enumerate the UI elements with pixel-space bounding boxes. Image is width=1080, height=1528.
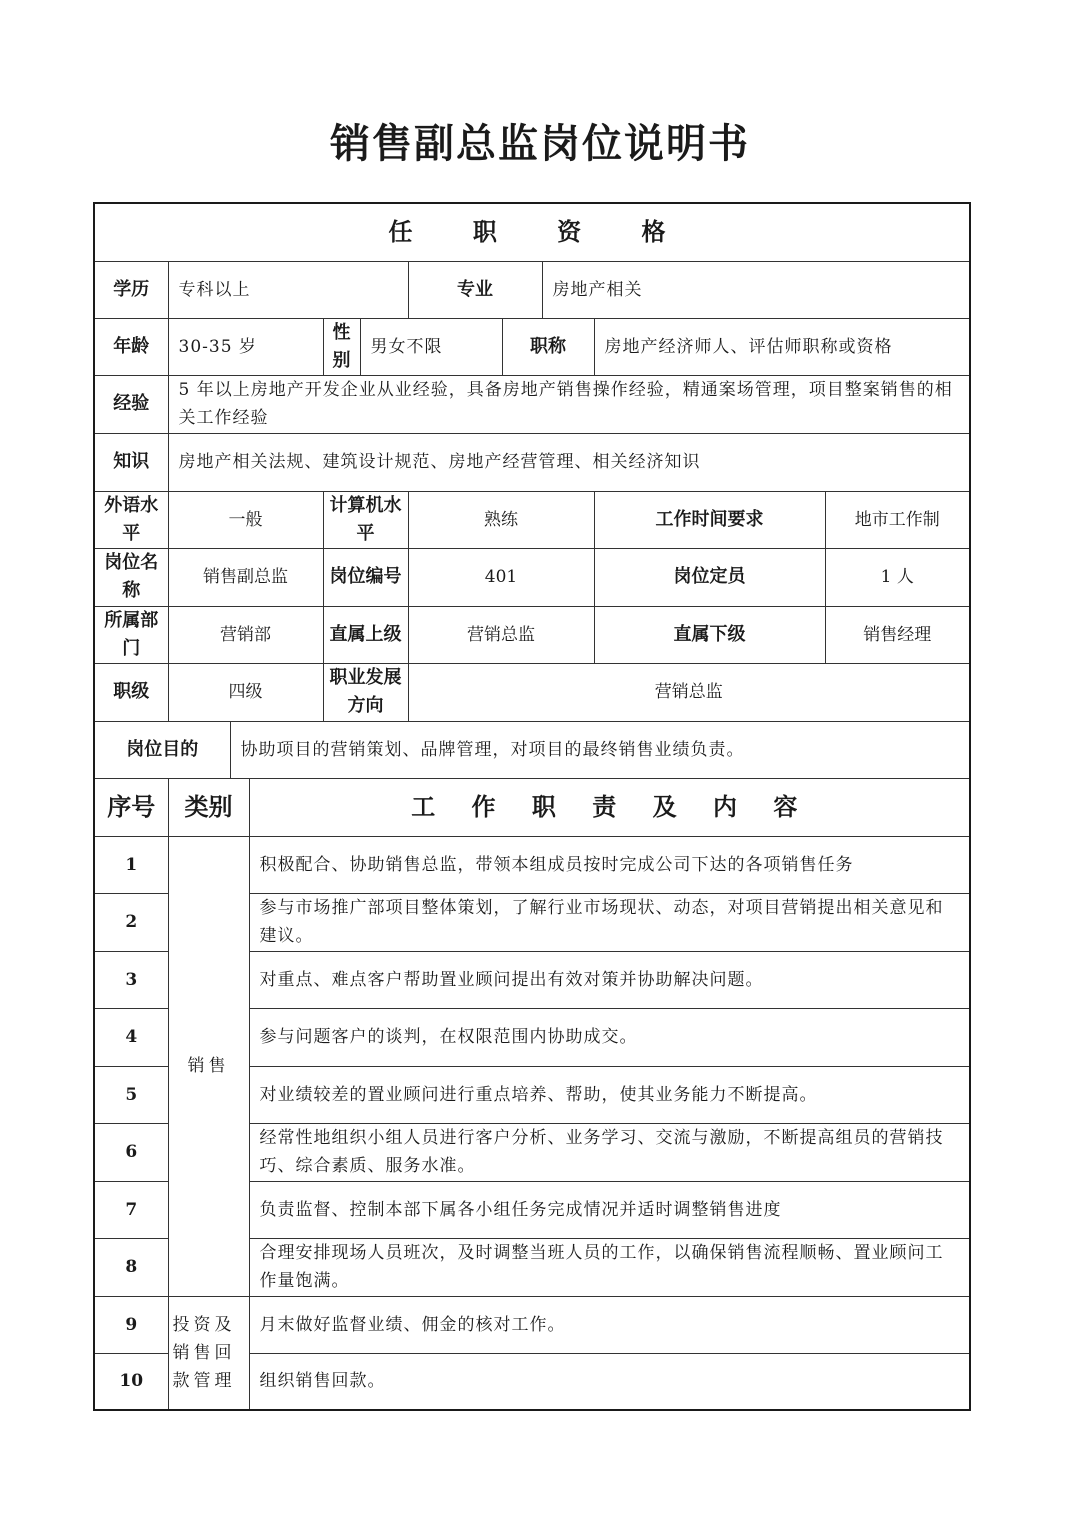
worktime-label: 工作时间要求 bbox=[594, 491, 825, 548]
purpose-value: 协助项目的营销策划、品牌管理，对项目的最终销售业绩负责。 bbox=[230, 721, 970, 778]
duty-no: 10 bbox=[94, 1353, 168, 1410]
gender-value: 男女不限 bbox=[360, 318, 502, 375]
duty-text: 参与问题客户的谈判，在权限范围内协助成交。 bbox=[249, 1008, 970, 1066]
duties-header-content: 工 作 职 责 及 内 容 bbox=[249, 778, 970, 836]
gender-label: 性别 bbox=[323, 318, 360, 375]
knowledge-label: 知识 bbox=[94, 433, 168, 491]
computer-label: 计算机水平 bbox=[323, 491, 408, 548]
titlecert-label: 职称 bbox=[502, 318, 594, 375]
superior-label: 直属上级 bbox=[323, 606, 408, 663]
duty-no: 7 bbox=[94, 1181, 168, 1238]
experience-label: 经验 bbox=[94, 375, 168, 433]
duty-no: 1 bbox=[94, 836, 168, 893]
titlecert-value: 房地产经济师人、评估师职称或资格 bbox=[594, 318, 970, 375]
duties-header-category: 类别 bbox=[168, 778, 249, 836]
duty-no: 4 bbox=[94, 1008, 168, 1066]
age-value: 30-35 岁 bbox=[168, 318, 323, 375]
computer-value: 熟练 bbox=[408, 491, 594, 548]
career-value: 营销总监 bbox=[408, 663, 970, 721]
experience-value: 5 年以上房地产开发企业从业经验，具备房地产销售操作经验，精通案场管理，项目整案销售的相关工作经验 bbox=[168, 375, 970, 433]
major-value: 房地产相关 bbox=[542, 261, 970, 318]
career-label: 职业发展方向 bbox=[323, 663, 408, 721]
education-label: 学历 bbox=[94, 261, 168, 318]
duty-text: 月末做好监督业绩、佣金的核对工作。 bbox=[249, 1296, 970, 1353]
purpose-label: 岗位目的 bbox=[94, 721, 230, 778]
job-description-table bbox=[93, 202, 971, 1411]
grade-label: 职级 bbox=[94, 663, 168, 721]
worktime-value: 地市工作制 bbox=[825, 491, 970, 548]
duty-no: 8 bbox=[94, 1238, 168, 1296]
section-qualification: 任 职 资 格 bbox=[94, 203, 970, 261]
headcount-label: 岗位定员 bbox=[594, 548, 825, 606]
duties-header-no: 序号 bbox=[94, 778, 168, 836]
page-title: 销售副总监岗位说明书 bbox=[330, 120, 750, 167]
duty-no: 3 bbox=[94, 951, 168, 1008]
position-name-label: 岗位名称 bbox=[94, 548, 168, 606]
superior-value: 营销总监 bbox=[408, 606, 594, 663]
duty-text: 负责监督、控制本部下属各小组任务完成情况并适时调整销售进度 bbox=[249, 1181, 970, 1238]
headcount-value: 1 人 bbox=[825, 548, 970, 606]
department-label: 所属部门 bbox=[94, 606, 168, 663]
age-label: 年龄 bbox=[94, 318, 168, 375]
duty-no: 9 bbox=[94, 1296, 168, 1353]
duty-text: 合理安排现场人员班次，及时调整当班人员的工作，以确保销售流程顺畅、置业顾问工作量饱满。 bbox=[249, 1238, 970, 1296]
subordinate-label: 直属下级 bbox=[594, 606, 825, 663]
education-value: 专科以上 bbox=[168, 261, 408, 318]
grade-value: 四级 bbox=[168, 663, 323, 721]
duty-no: 2 bbox=[94, 893, 168, 951]
category-sales: 销售 bbox=[168, 836, 249, 1296]
position-code-label: 岗位编号 bbox=[323, 548, 408, 606]
subordinate-value: 销售经理 bbox=[825, 606, 970, 663]
duty-text: 积极配合、协助销售总监，带领本组成员按时完成公司下达的各项销售任务 bbox=[249, 836, 970, 893]
major-label: 专业 bbox=[408, 261, 542, 318]
department-value: 营销部 bbox=[168, 606, 323, 663]
language-label: 外语水平 bbox=[94, 491, 168, 548]
category-invest: 投资及销售回款管理 bbox=[168, 1296, 249, 1410]
duty-text: 经常性地组织小组人员进行客户分析、业务学习、交流与激励，不断提高组员的营销技巧、综合素质、服务水准。 bbox=[249, 1123, 970, 1181]
position-code-value: 401 bbox=[408, 548, 594, 606]
position-name-value: 销售副总监 bbox=[168, 548, 323, 606]
duty-text: 对业绩较差的置业顾问进行重点培养、帮助，使其业务能力不断提高。 bbox=[249, 1066, 970, 1123]
language-value: 一般 bbox=[168, 491, 323, 548]
duty-text: 参与市场推广部项目整体策划，了解行业市场现状、动态，对项目营销提出相关意见和建议。 bbox=[249, 893, 970, 951]
duty-text: 对重点、难点客户帮助置业顾问提出有效对策并协助解决问题。 bbox=[249, 951, 970, 1008]
duty-no: 5 bbox=[94, 1066, 168, 1123]
duty-text: 组织销售回款。 bbox=[249, 1353, 970, 1410]
duty-no: 6 bbox=[94, 1123, 168, 1181]
knowledge-value: 房地产相关法规、建筑设计规范、房地产经营管理、相关经济知识 bbox=[168, 433, 970, 491]
